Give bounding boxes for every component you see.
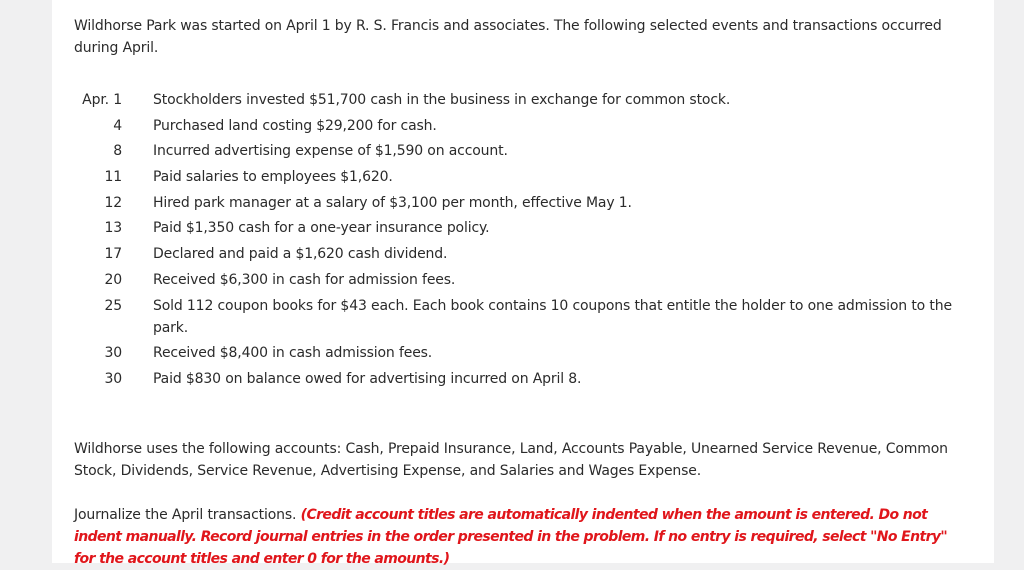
transaction-text: Paid $1,350 cash for a one-year insurance policy. <box>153 220 490 237</box>
transaction-row <box>74 243 953 269</box>
transaction-text: Received $6,300 in cash for admission fees. <box>153 271 456 288</box>
transaction-text: Paid $830 on balance owed for advertising incurred on April 8. <box>153 370 582 387</box>
transaction-date: 17 <box>104 246 122 263</box>
instruction-note: (Credit account titles are automatically indented when the amount is entered. Do not indent manually. Record journal entries in the order presented in the problem. If no entry is required, select "No Entry" for the account titles and enter 0 for the amounts.) <box>74 506 948 567</box>
transaction-text: Sold 112 coupon books for $43 each. Each book contains 10 coupons that entitle the holder to one admission to the park. <box>153 297 952 336</box>
transaction-text: Paid salaries to employees $1,620. <box>153 169 393 186</box>
transaction-text: Stockholders invested $51,700 cash in the business in exchange for common stock. <box>153 92 731 108</box>
transaction-row <box>74 217 953 243</box>
transaction-row <box>74 89 953 115</box>
intro-text: Wildhorse Park was started on April 1 by R. S. Francis and associates. The following selected events and transactions occurred during April. <box>74 18 942 56</box>
transaction-row <box>74 269 953 295</box>
problem-content <box>74 15 964 570</box>
transaction-date: 30 <box>104 345 122 362</box>
transaction-text: Purchased land costing $29,200 for cash. <box>153 117 437 134</box>
transaction-row <box>74 140 953 166</box>
transaction-row <box>74 115 953 141</box>
transaction-date: 11 <box>104 169 122 186</box>
transaction-date: 25 <box>104 297 122 314</box>
transaction-row <box>74 342 953 368</box>
transaction-text: Declared and paid a $1,620 cash dividend. <box>153 246 448 263</box>
transactions-table <box>74 89 953 394</box>
transaction-date: Apr. 1 <box>82 92 122 108</box>
transaction-row <box>74 166 953 192</box>
accounts-list-text: Wildhorse uses the following accounts: Cash, Prepaid Insurance, Land, Accounts Payable, Unearned Service Revenue, Common Stock, Dividends, Service Revenue, Advertising Expense, and Salaries and Wages Expense. <box>74 440 948 479</box>
transaction-text: Hired park manager at a salary of $3,100 per month, effective May 1. <box>153 194 632 211</box>
transaction-text: Received $8,400 in cash admission fees. <box>153 345 433 362</box>
transaction-text: Incurred advertising expense of $1,590 on account. <box>153 143 508 160</box>
transaction-row <box>74 192 953 218</box>
transaction-date: 8 <box>113 143 122 160</box>
transaction-row <box>74 368 953 394</box>
transaction-date: 20 <box>104 271 122 288</box>
transaction-date: 30 <box>104 370 122 387</box>
transaction-date: 4 <box>113 117 122 134</box>
instruction-lead: Journalize the April transactions. <box>74 506 297 523</box>
transaction-date: 13 <box>104 220 122 237</box>
instruction-text <box>74 504 964 570</box>
transaction-row <box>74 295 953 343</box>
transaction-date: 12 <box>104 194 122 211</box>
